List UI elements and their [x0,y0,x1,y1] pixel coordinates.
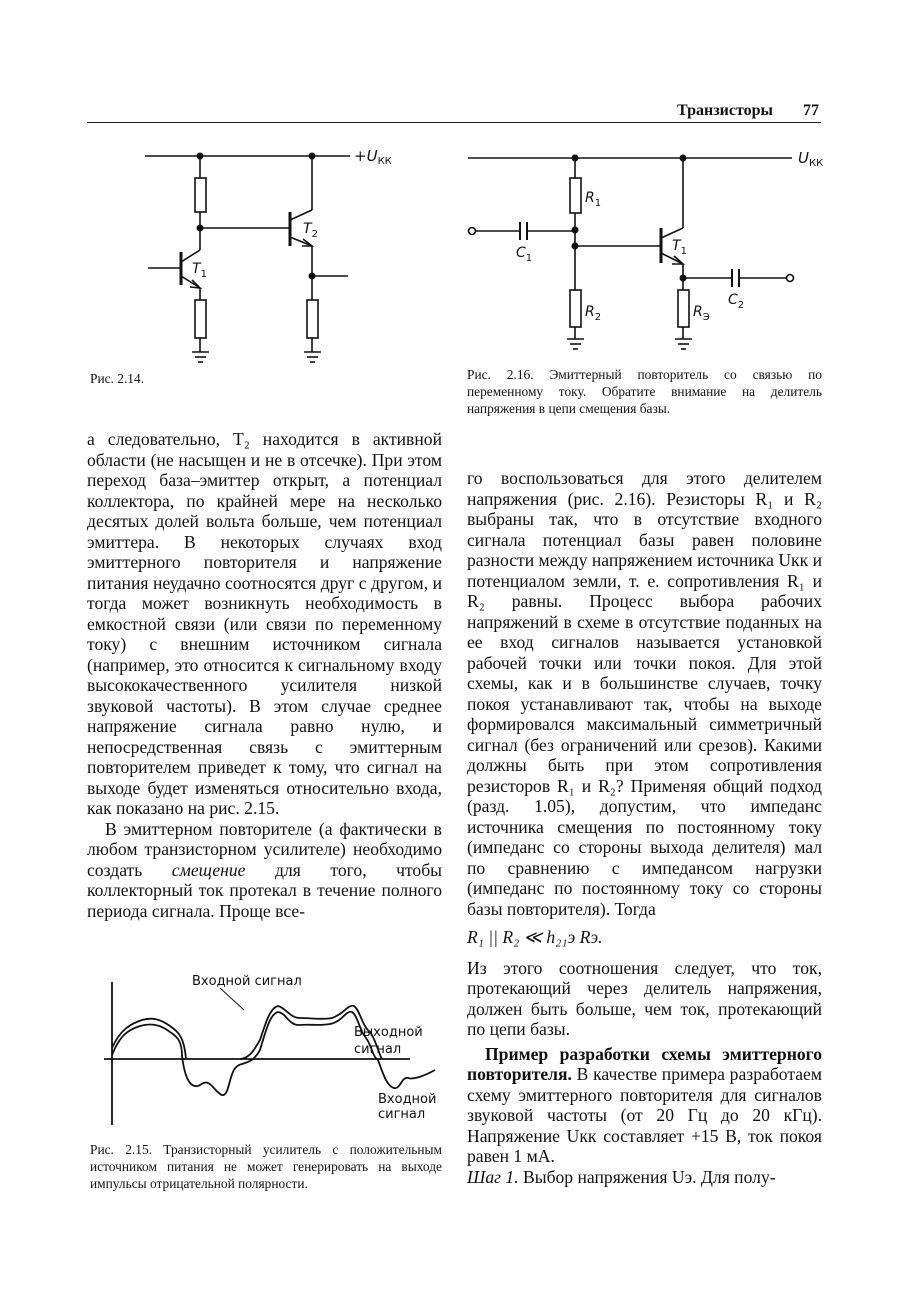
text-run: Выбор напряжения Uэ. Для полу- [518,1166,776,1187]
r2-label: R [585,304,595,320]
c2-label: C [728,292,738,308]
re-label: R [693,304,703,320]
figure-2-15-signal-plot [90,960,440,1130]
svg-text:R1 [585,190,601,209]
supply-label-sub: КК [377,156,392,167]
supply-label-sub: КК [808,158,824,169]
svg-text:R2 [585,304,601,323]
page-number: 77 [803,102,819,119]
c2-label-sub: 2 [737,300,745,311]
figure-2-15-caption: Рис. 2.15. Транзисторный усилитель с положительным источником питания не может генерировать на выходе импульсы отрицательной полярности. [90,1142,442,1191]
svg-text:C1 [516,245,532,264]
text-run: для того, чтобы коллекторный ток протекал в течение полного периода сигнала. Проще все- [87,859,442,921]
step-label: Шаг 1. [467,1166,519,1187]
r2-label-sub: 2 [594,312,602,323]
r1-label: R [585,190,595,206]
paragraph: а следовательно, T₂ находится в активной области (не насыщен и не в отсечке). При этом переход база–эмиттер открыт, а потенциал коллектора, по крайней мере на несколько десятых долей вольта больше, чем потенциал эмиттера. В некоторых случаях вход эмиттерного повторителя и напряжение питания неудачно соотносятся друг с другом, и тогда может возникнуть необходимость в емкостной связи (или связи по переменному току) с внешним источником сигнала (например, это относится к сигнальному входу высококачественного усилителя низкой звуковой частоты). В этом случае среднее напряжение сигнала равно нулю, и непосредственная связь с эмиттерным повторителем приведет к тому, что сигнал на выходе будет изменяться относительно входа, как показано на рис. 2.15. [87,429,442,818]
label-input-bottom-line2: сигнал [378,1107,426,1122]
c1-label-sub: 1 [525,253,533,264]
svg-text:+UКК [354,147,392,167]
figure-2-14-schematic [130,140,430,370]
paragraph [87,819,442,922]
re-label-sub: Э [702,312,710,323]
paragraph: го воспользоваться для этого делителем напряжения (рис. 2.16). Резисторы R₁ и R₂ выбраны так, что в отсутствие входного сигнала потенциал базы равен половине разности между напряжением источника Uкк и потенциалом земли, т. е. сопротивления R₁ и R₂ равны. Процесс выбора рабочих напряжений в схеме в отсутствие поданных на ее вход сигналов называется установкой рабочей точки или точки покоя. Для этой схемы, как и в большинстве случаев, точку покоя устанавливают так, чтобы на выходе формировался максимальный симметричный сигнал (без ограничений или срезов). Какими должны быть при этом сопротивления резисторов R₁ и R₂? Применяя общий подход (разд. 1.05), допустим, что импеданс источника смещения по постоянному току (импеданс со стороны выхода делителя) мал по сравнению с импедансом нагрузки (импеданс по постоянному току со стороны базы повторителя). Тогда [467,468,822,919]
t1-label: T [192,261,201,277]
running-header [87,100,821,123]
t2-label-sub: 2 [311,229,318,240]
paragraph [467,1167,822,1188]
figure-2-16-schematic [460,140,830,360]
running-title: Транзисторы [677,102,773,119]
t1-label: T [672,238,681,254]
label-output-line1: Выходной [354,1025,423,1040]
example-heading: Пример разработки схемы эмиттерного повторителя. [467,1043,822,1084]
figure-2-14-caption: Рис. 2.14. [90,371,145,386]
text-run: В эмиттерном повторителе (а фактически в любом транзисторном усилителе) необходимо создать [87,818,442,880]
t1-label-sub: 1 [680,246,687,257]
figure-2-16-caption: Рис. 2.16. Эмиттерный повторитель со связью по переменному току. Обратите внимание на делитель напряжения в цепи смещения базы. [467,367,822,416]
emphasis-term: смещение [171,859,246,880]
t1-label-sub: 1 [200,269,207,280]
svg-text:T2 [303,221,318,240]
svg-text:RЭ [693,304,710,323]
label-output-line2: сигнал [354,1042,402,1057]
paragraph: Из этого соотношения следует, что ток, протекающий через делитель напряжения, должен быть больше, чем ток, протекающий по цепи базы. [467,957,822,1039]
svg-text:C2 [728,292,744,311]
svg-text:T1 [192,261,207,280]
label-input-top: Входной сигнал [192,974,302,989]
paragraph [467,1044,822,1167]
left-column [87,429,442,921]
svg-text:UКК [798,149,823,169]
label-input-bottom-line1: Входной [378,1092,437,1107]
supply-label: +U [354,147,378,165]
text-run: В качестве примера разработаем схему эмиттерного повторителя для сигналов звуковой частоты (от 20 Гц до 20 кГц). Напряжение Uкк составляет +15 В, ток покоя равен 1 мА. [467,1064,822,1166]
r1-label-sub: 1 [594,198,602,209]
t2-label: T [303,221,312,237]
formula: R₁ || R₂ ≪ h₂₁э Rэ. [467,927,603,947]
c1-label: C [516,245,526,261]
right-column [467,468,822,1187]
svg-text:T1 [672,238,687,257]
supply-label: U [798,149,809,167]
